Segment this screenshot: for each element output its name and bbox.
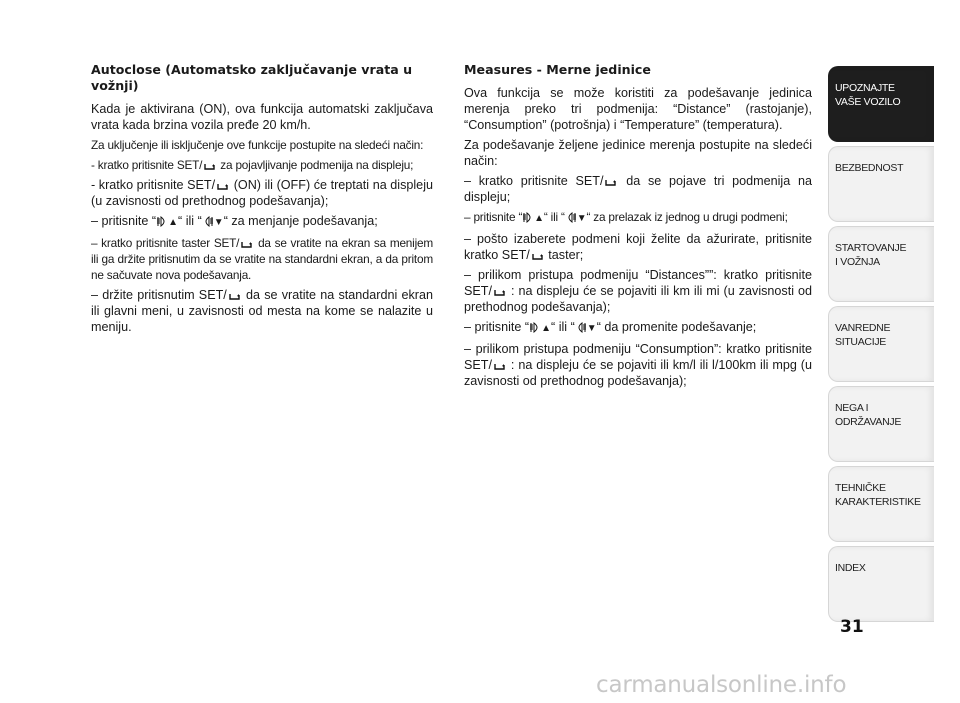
text: – pošto izaberete podmeni koji želite da ažurirate, pritisnite kratko SET/ — [464, 232, 812, 262]
set-return-icon — [241, 241, 252, 249]
paragraph: Za uključenje ili isključenje ove funkcije postupite na sledeći način: — [91, 138, 424, 152]
paragraph: Za podešavanje željene jedinice merenja postupite na sledeći način: — [464, 138, 812, 168]
text: “ ili “ — [551, 320, 575, 334]
lamp-icon — [575, 322, 587, 333]
instruction-line — [91, 213, 433, 231]
up-arrow-icon: ▲ — [534, 213, 544, 224]
tab-label: TEHNIČKE KARAKTERISTIKE — [835, 482, 921, 508]
lamp-icon — [202, 216, 214, 227]
down-arrow-icon: ▼ — [576, 213, 587, 224]
lamp-icon — [529, 322, 541, 333]
text: “ ili “ — [543, 210, 565, 224]
tab-bezbednost[interactable] — [828, 146, 934, 222]
tab-label: UPOZNAJTE VAŠE VOZILO — [835, 82, 901, 108]
instruction-line — [91, 157, 433, 173]
left-column — [91, 62, 433, 339]
text: “ za menjanje podešavanja; — [223, 214, 378, 228]
instruction-line — [464, 209, 812, 227]
text: – pritisnite “ — [91, 214, 157, 228]
set-return-icon — [494, 363, 505, 371]
instruction-line — [464, 341, 812, 389]
text: : na displeju će se pojaviti ili km/l ili l/100km ili mpg (u zavisnosti od prethodnog podešavanja); — [464, 358, 812, 388]
instruction-line — [464, 267, 812, 315]
chapter-tabs — [828, 66, 934, 626]
text: “ za prelazak iz jednog u drugi podmeni; — [586, 210, 788, 224]
right-column — [464, 62, 812, 393]
text: da se pojave tri podmenija na displeju; — [464, 174, 812, 204]
set-return-icon — [204, 163, 215, 171]
down-arrow-icon: ▼ — [213, 217, 224, 228]
instruction-line — [464, 231, 812, 263]
text: (ON) ili (OFF) će treptati na displeju (u zavisnosti od prethodnog podešavanja); — [91, 178, 433, 208]
tab-label: STARTOVANJE I VOŽNJA — [835, 242, 907, 268]
section-heading-autoclose: Autoclose (Automatsko zaključavanje vrata u vožnji) — [91, 62, 413, 93]
text: – pritisnite “ — [464, 210, 523, 224]
set-return-icon — [217, 183, 228, 191]
set-return-icon — [229, 293, 240, 301]
text: – pritisnite “ — [464, 320, 530, 334]
text: – prilikom pristupa podmeniju “Distances””: kratko pritisnite SET/ — [464, 268, 812, 298]
paragraph: Kada je aktivirana (ON), ova funkcija automatski zaključava vrata kada brzina vozila pređe 20 km/h. — [91, 102, 433, 132]
tab-tehnicke-karakteristike[interactable] — [828, 466, 934, 542]
text: da se vratite na standardni ekran ili glavni meni, u zavisnosti od mesta na kome se nalazite u meniju. — [91, 288, 433, 334]
up-arrow-icon: ▲ — [168, 217, 178, 228]
section-heading-measures: Measures - Merne jedinice — [464, 62, 651, 77]
tab-label: BEZBEDNOST — [835, 162, 904, 174]
lamp-icon — [156, 216, 168, 227]
lamp-icon — [565, 212, 577, 223]
page-number: 31 — [840, 617, 864, 637]
text: – držite pritisnutim SET/ — [91, 288, 227, 302]
down-arrow-icon: ▼ — [586, 323, 597, 334]
set-return-icon — [532, 253, 543, 261]
tab-label: INDEX — [835, 562, 866, 574]
instruction-line — [464, 319, 812, 337]
text: “ ili “ — [178, 214, 202, 228]
text: – prilikom pristupa podmeniju “Consumption”: kratko pritisnite SET/ — [464, 342, 812, 372]
tab-index[interactable] — [828, 546, 934, 622]
text: za pojavljivanje podmenija na displeju; — [217, 158, 414, 172]
tab-label: VANREDNE SITUACIJE — [835, 322, 891, 348]
up-arrow-icon: ▲ — [541, 323, 551, 334]
text: – kratko pritisnite SET/ — [464, 174, 604, 188]
set-return-icon — [605, 179, 616, 187]
text: – kratko pritisnite taster SET/ — [91, 236, 240, 250]
text: “ da promenite podešavanje; — [596, 320, 757, 334]
instruction-line — [91, 287, 433, 335]
tab-nega-i-odrzavanje[interactable] — [828, 386, 934, 462]
text: - kratko pritisnite SET/ — [91, 178, 216, 192]
paragraph: Ova funkcija se može koristiti za podešavanje jedinica merenja preko tri podmenija: “Distance” (rastojanje), “Consumption” (potrošnja) i “Temperature” (temperatura). — [464, 86, 812, 132]
tab-label: NEGA I ODRŽAVANJE — [835, 402, 902, 428]
text: : na displeju će se pojaviti ili km ili mi (u zavisnosti od prethodnog podešavanja); — [464, 284, 812, 314]
tab-startovanje-i-voznja[interactable] — [828, 226, 934, 302]
instruction-line — [91, 235, 433, 283]
text: - kratko pritisnite SET/ — [91, 158, 203, 172]
text: taster; — [544, 248, 584, 262]
watermark-text: carmanualsonline.info — [596, 672, 847, 698]
lamp-icon — [522, 212, 534, 223]
text: da se vratite na ekran sa menijem ili ga držite pritisnutim da se vratite na standardni ekran, a da pritom ne sačuvate nova podešavanja. — [91, 236, 433, 282]
set-return-icon — [494, 289, 505, 297]
tab-vanredne-situacije[interactable] — [828, 306, 934, 382]
tab-upoznajte-vase-vozilo[interactable] — [828, 66, 934, 142]
instruction-line — [464, 173, 812, 205]
instruction-line — [91, 177, 433, 209]
